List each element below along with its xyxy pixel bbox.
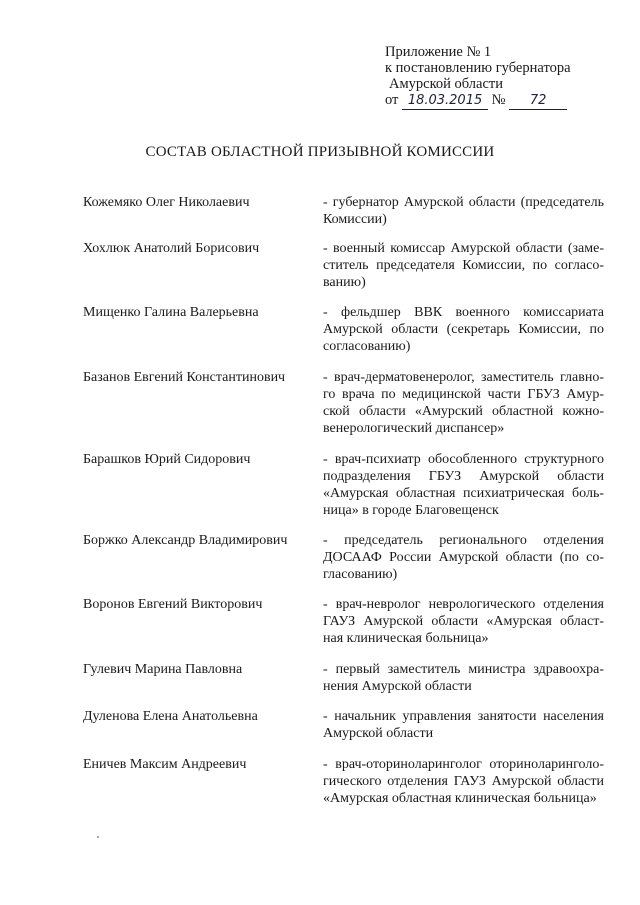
handwritten-date: 18.03.2015 (402, 93, 488, 110)
member-role (323, 661, 604, 695)
appendix-number: Приложение № 1 (385, 44, 492, 60)
role-line: ГАУЗ Амурской области «Амурская област- (323, 614, 604, 629)
role-line: - первый заместитель министра здравоохра- (323, 662, 604, 677)
appendix-reference: к постановлению губернатора (385, 60, 571, 76)
member-name: Мищенко Галина Валерьевна (83, 305, 259, 320)
date-prefix: от (385, 92, 399, 108)
role-line: «Амурская областная психиатрическая боль- (323, 486, 604, 501)
member-name: Хохлюк Анатолий Борисович (83, 241, 260, 256)
document-title: СОСТАВ ОБЛАСТНОЙ ПРИЗЫВНОЙ КОМИССИИ (145, 144, 495, 160)
member-role (323, 708, 604, 742)
member-name: Боржко Александр Владимирович (83, 533, 288, 548)
role-line: Амурской области (323, 726, 434, 741)
number-prefix: № (491, 92, 506, 108)
member-name: Барашков Юрий Сидорович (83, 452, 251, 467)
role-line: ница» в городе Благовещенск (323, 503, 499, 518)
appendix-header (385, 44, 625, 110)
member-name: Гулевич Марина Павловна (83, 662, 243, 677)
member-role (323, 194, 604, 228)
scan-speck (97, 836, 99, 838)
role-line: го врача по медицинской части ГБУЗ Амур- (323, 387, 604, 402)
appendix-region: Амурской области (389, 76, 503, 92)
role-line: - военный комиссар Амурской области (заме- (323, 241, 604, 256)
role-line: ститель председателя Комиссии, по согласо- (323, 258, 604, 273)
role-line: гического отделения ГАУЗ Амурской области (323, 774, 604, 789)
role-line: Комиссии) (323, 212, 387, 227)
member-name: Кожемяко Олег Николаевич (83, 195, 250, 210)
role-line: - губернатор Амурской области (председатель (323, 195, 604, 210)
member-role (323, 756, 604, 807)
member-name: Базанов Евгений Константинович (83, 370, 286, 385)
member-name: Дуленова Елена Анатольевна (83, 709, 258, 724)
appendix-date-line (385, 92, 625, 110)
role-line: Амурской области (секретарь Комиссии, по (323, 322, 604, 337)
role-line: «Амурская областная клиническая больница» (323, 791, 597, 806)
role-line: ная клиническая больница» (323, 631, 489, 646)
role-line: подразделения ГБУЗ Амурской области (323, 469, 604, 484)
member-role (323, 369, 604, 437)
role-line: - председатель регионального отделения (323, 533, 604, 548)
role-line: ской области «Амурский областной кожно- (323, 404, 604, 419)
role-line: - фельдшер ВВК военного комиссариата (323, 305, 604, 320)
role-line: венерологический диспансер» (323, 421, 505, 436)
role-line: ванию) (323, 275, 366, 290)
role-line: гласованию) (323, 567, 398, 582)
role-line: - врач-оториноларинголог оториноларинголо- (323, 757, 604, 772)
role-line: ДОСААФ России Амурской области (по со- (323, 550, 604, 565)
role-line: нения Амурской области (323, 679, 472, 694)
member-role (323, 596, 604, 647)
role-line: - начальник управления занятости населения (323, 709, 604, 724)
member-role (323, 532, 604, 583)
handwritten-number: 72 (509, 93, 567, 110)
role-line: согласованию) (323, 339, 411, 354)
member-role (323, 304, 604, 355)
role-line: - врач-психиатр обособленного структурного (323, 452, 604, 467)
member-name: Воронов Евгений Викторович (83, 597, 263, 612)
member-name: Еничев Максим Андреевич (83, 757, 247, 772)
member-role (323, 451, 604, 519)
role-line: - врач-невролог неврологического отделения (323, 597, 604, 612)
role-line: - врач-дерматовенеролог, заместитель главно- (323, 370, 604, 385)
member-role (323, 240, 604, 291)
